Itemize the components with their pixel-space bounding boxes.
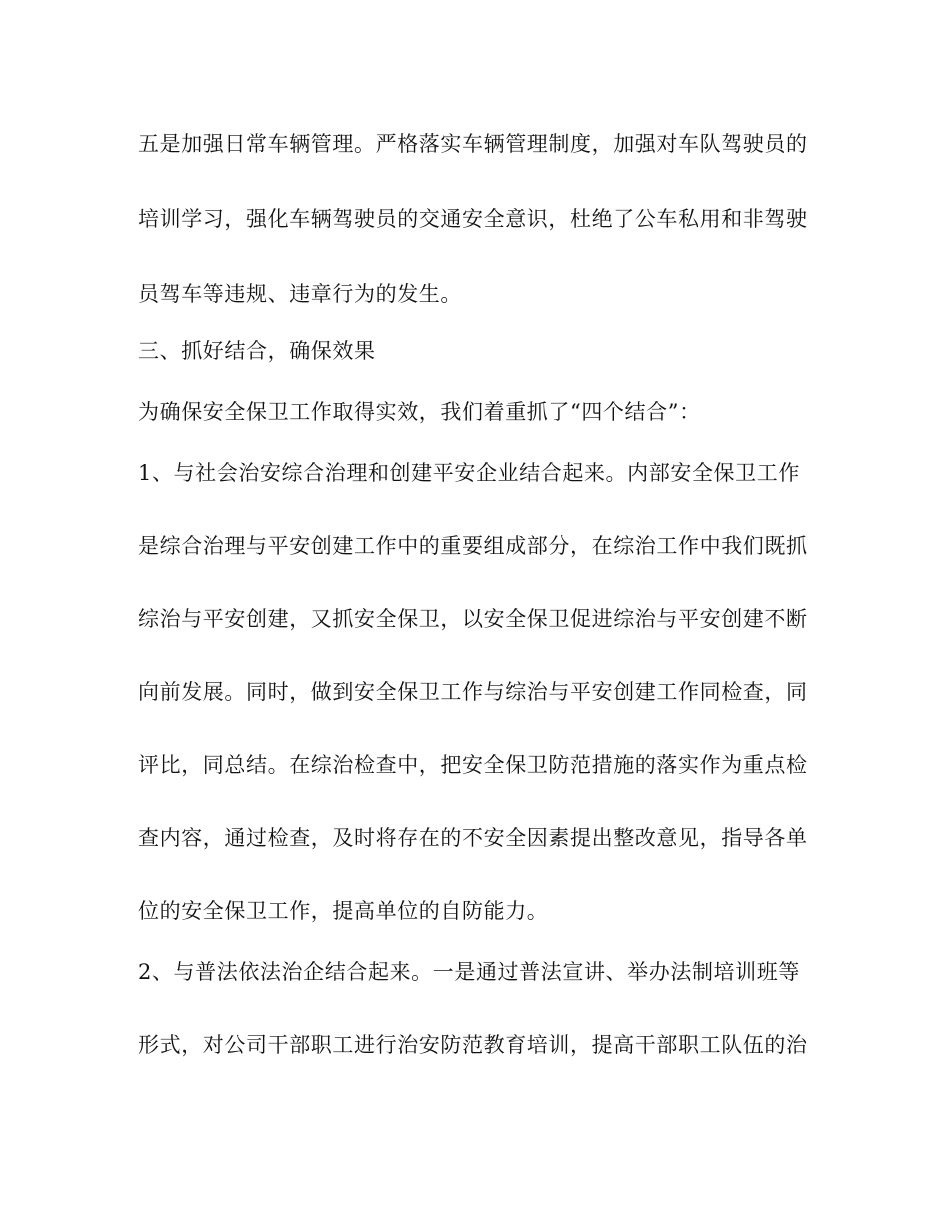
paragraph-line: 向前发展。同时，做到安全保卫工作与综治与平安创建工作同检查，同 [138, 680, 808, 704]
paragraph-line: 1、与社会治安综合治理和创建平安企业结合起来。内部安全保卫工作 [138, 461, 800, 485]
paragraph-line: 评比，同总结。在综治检查中，把安全保卫防范措施的落实作为重点检 [138, 753, 808, 777]
paragraph-line: 为确保安全保卫工作取得实效，我们着重抓了“四个结合”： [138, 400, 701, 424]
paragraph-line: 员驾车等违规、违章行为的发生。 [138, 282, 462, 306]
paragraph-line: 五是加强日常车辆管理。严格落实车辆管理制度，加强对车队驾驶员的 [138, 132, 808, 156]
paragraph-line: 形式，对公司干部职工进行治安防范教育培训，提高干部职工队伍的治 [138, 1033, 808, 1057]
section-heading: 三、抓好结合，确保效果 [138, 339, 376, 363]
paragraph-line: 位的安全保卫工作，提高单位的自防能力。 [138, 899, 549, 923]
paragraph-line: 培训学习，强化车辆驾驶员的交通安全意识，杜绝了公车私用和非驾驶 [138, 207, 808, 231]
paragraph-line: 是综合治理与平安创建工作中的重要组成部分，在综治工作中我们既抓 [138, 534, 808, 558]
paragraph-line: 2、与普法依法治企结合起来。一是通过普法宣讲、举办法制培训班等 [138, 960, 800, 984]
paragraph-line: 综治与平安创建，又抓安全保卫，以安全保卫促进综治与平安创建不断 [138, 607, 808, 631]
paragraph-line: 查内容，通过检查，及时将存在的不安全因素提出整改意见，指导各单 [138, 826, 808, 850]
